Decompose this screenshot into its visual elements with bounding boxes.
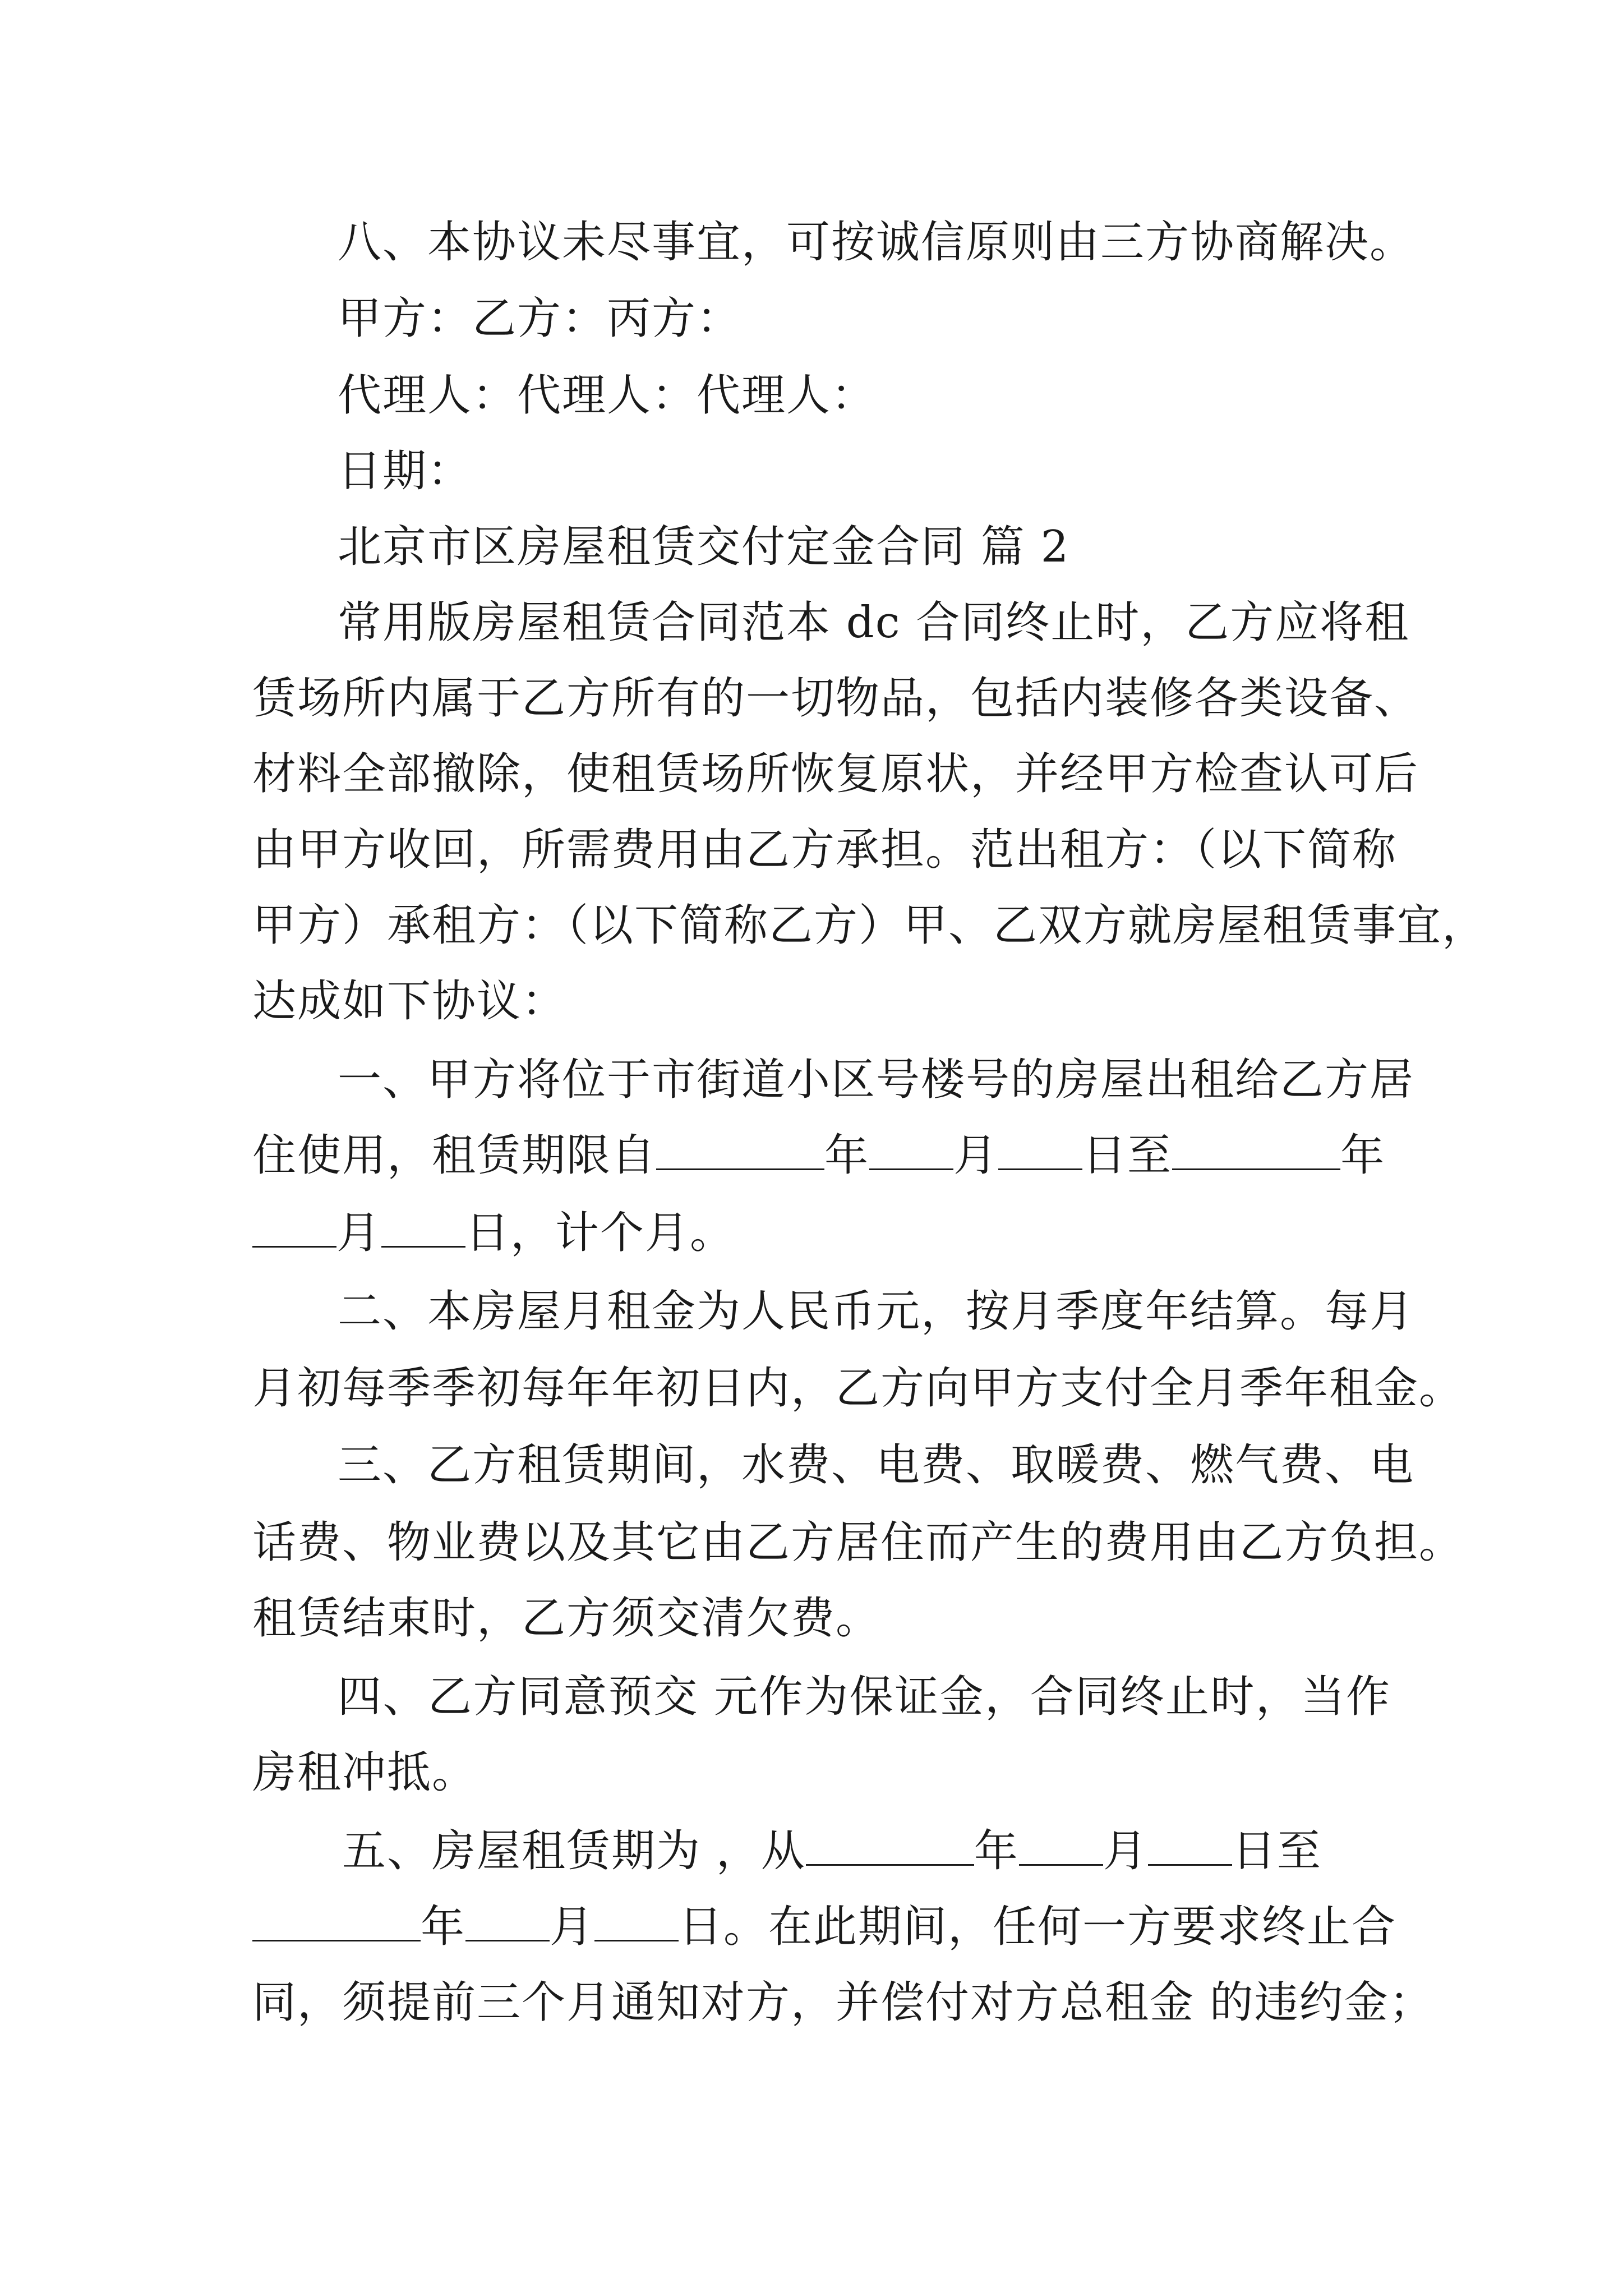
- text-segment: 日至: [1232, 1826, 1322, 1876]
- text-segment: 住使用，租赁期限自: [252, 1130, 657, 1181]
- paragraph-line: 房租冲抵。: [252, 1747, 477, 1798]
- text-segment: 日，计个月。: [465, 1208, 735, 1258]
- paragraph-line: 赁场所内属于乙方所有的一切物品，包括内装修各类设备、: [252, 673, 1419, 724]
- paragraph-line: 同，须提前三个月通知对方，并偿付对方总租金 的违约金；: [252, 1977, 1434, 2028]
- paragraph-line: 由甲方收回，所需费用由乙方承担。范出租方：（以下简称: [252, 825, 1398, 875]
- paragraph-line: 四、乙方同意预交 元作为保证金，合同终止时，当作: [338, 1672, 1391, 1722]
- blank-field: [252, 1207, 336, 1248]
- paragraph-line: 甲方：乙方：丙方：: [338, 293, 742, 344]
- blank-field: [1019, 1825, 1103, 1866]
- text-segment: 月: [336, 1208, 382, 1258]
- paragraph-line: 月初每季季初每年年初日内，乙方向甲方支付全月季年租金。: [252, 1363, 1464, 1414]
- paragraph-line: 租赁结束时，乙方须交清欠费。: [252, 1593, 881, 1644]
- paragraph-line: 日期：: [338, 446, 473, 496]
- paragraph-line: 话费、物业费以及其它由乙方居住而产生的费用由乙方负担。: [252, 1517, 1464, 1568]
- blank-field: [252, 1901, 421, 1941]
- paragraph-line: 三、乙方租赁期间，水费、电费、取暖费、燃气费、电: [338, 1440, 1415, 1490]
- section-heading: 北京市区房屋租赁交付定金合同 篇 2: [338, 522, 1070, 572]
- paragraph-line: 材料全部撤除，使租赁场所恢复原状，并经甲方检查认可后: [252, 749, 1419, 799]
- paragraph-line: [252, 1128, 1391, 1184]
- text-segment: 年: [974, 1826, 1019, 1876]
- paragraph-line: 二、本房屋月租金为人民币元，按月季度年结算。每月: [338, 1286, 1415, 1337]
- paragraph-line: [342, 1823, 1395, 1879]
- blank-field: [1172, 1129, 1340, 1170]
- paragraph-line: 甲方）承租方：（以下简称乙方）甲、乙双方就房屋租赁事宜，: [252, 900, 1487, 951]
- paragraph-line: [252, 1205, 1391, 1261]
- text-segment: 年: [1340, 1130, 1386, 1181]
- text-segment: 日至: [1082, 1130, 1173, 1181]
- text-segment: 五、房屋租赁期为 ，从: [342, 1826, 806, 1876]
- blank-field: [594, 1901, 679, 1941]
- text-segment: 年: [421, 1902, 466, 1952]
- blank-field: [869, 1129, 953, 1170]
- paragraph-line: [252, 1899, 1397, 1955]
- blank-field: [656, 1129, 824, 1170]
- text-segment: 日。在此期间，任何一方要求终止合: [679, 1902, 1397, 1952]
- text-segment: 年: [824, 1130, 870, 1181]
- blank-field: [998, 1129, 1082, 1170]
- blank-field: [465, 1901, 550, 1941]
- paragraph-line: 一、甲方将位于市街道小区号楼号的房屋出租给乙方居: [338, 1055, 1415, 1105]
- paragraph-line: 八、本协议未尽事宜，可按诚信原则由三方协商解决。: [338, 217, 1415, 268]
- text-segment: 月: [1103, 1826, 1148, 1876]
- text-segment: 月: [953, 1130, 999, 1181]
- text-segment: 月: [550, 1902, 595, 1952]
- paragraph-line: 常用版房屋租赁合同范本 dc 合同终止时，乙方应将租: [338, 597, 1410, 648]
- paragraph-line: 达成如下协议：: [252, 976, 567, 1027]
- blank-field: [1148, 1825, 1232, 1866]
- paragraph-line: 代理人：代理人：代理人：: [338, 370, 877, 421]
- blank-field: [806, 1825, 974, 1866]
- blank-field: [381, 1207, 465, 1248]
